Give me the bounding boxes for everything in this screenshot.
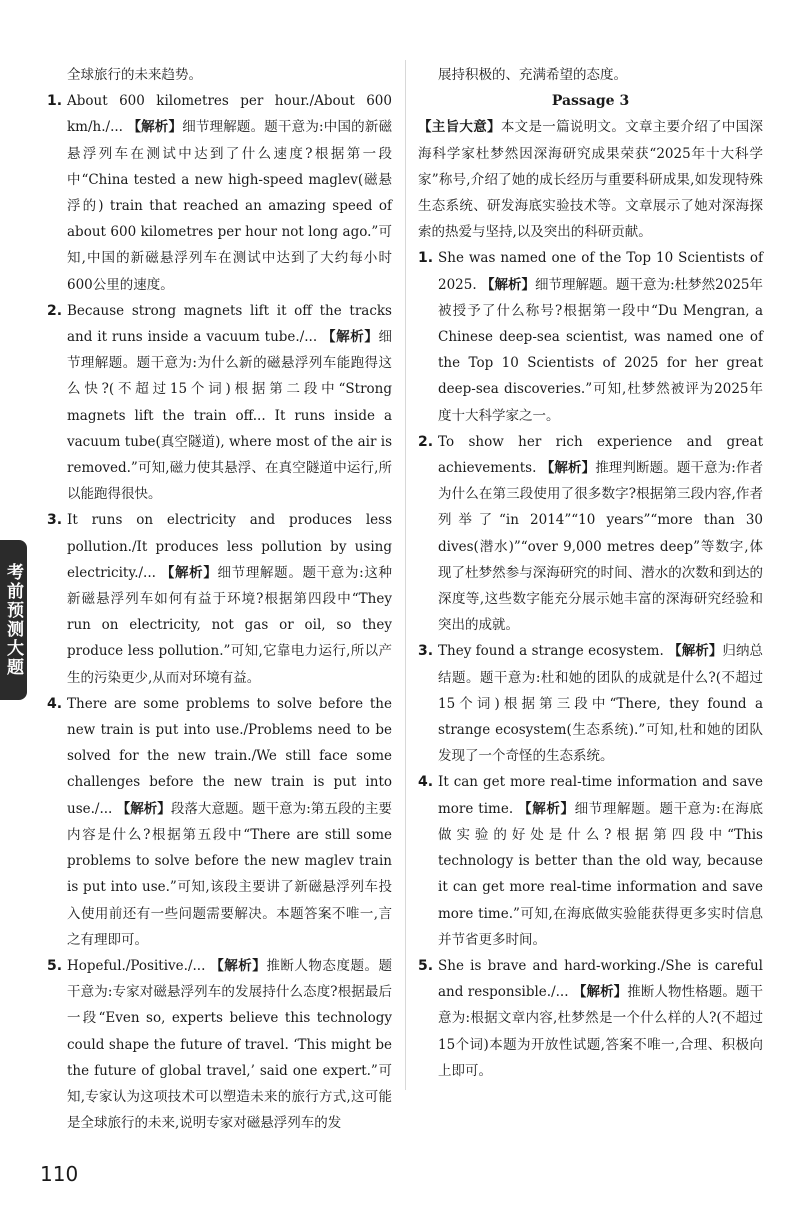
analysis-tag: 【解析】 [518, 800, 575, 817]
item-number: 1. [47, 93, 63, 110]
answer-text: To show her rich experience and great achievements. [438, 433, 763, 477]
side-tab-label: 考前预测大题 [3, 563, 23, 677]
analysis-tag: 【解析】 [572, 984, 628, 1001]
analysis-tag: 【解析】 [160, 564, 218, 581]
main-idea-tag: 【主旨大意】 [418, 119, 501, 136]
item-number: 2. [418, 433, 434, 450]
answer-text: She is brave and hard-working./She is careful and responsible./... [438, 957, 763, 1001]
page-number: 110 [40, 1162, 79, 1186]
analysis-tag: 【解析】 [322, 329, 379, 346]
analysis-text: 细节理解题。题干意为:杜梦然2025年被授予了什么称号?根据第一段中“Du Mengran, a Chinese deep-sea scientist, was named one of the Top 10 Scientists of 2025 for her great deep-sea discoveries.”可知,杜梦然被评为2025年度十大科学家之一。 [438, 276, 764, 424]
answer-text: About 600 kilometres per hour./About 600 km/h./... [67, 93, 392, 136]
item-number: 5. [418, 957, 434, 974]
analysis-text: 细节理解题。题干意为:中国的新磁悬浮列车在测试中达到了什么速度?根据第一段中“China tested a new high-speed maglev(磁悬浮的) train that reached an amazing speed of about 600 kilometres per hour not long ago.”可知,中国的新磁悬浮列车在测试中达到了大约每小时600公里的速度。 [67, 119, 393, 293]
analysis-text: 推断人物性格题。题干意为:根据文章内容,杜梦然是一个什么样的人?(不超过15个词)本题为开放性试题,答案不唯一,合理、积极向上即可。 [438, 984, 764, 1079]
analysis-tag: 【解析】 [668, 643, 723, 660]
analysis-text: 段落大意题。题干意为:第五段的主要内容是什么?根据第五段中“There are still some problems to solve before the new maglev train is put into use.”可知,该段主要讲了新磁悬浮列车投入使用前还有一些问题需要解决。本题答案不唯一,言之有理即可。 [67, 800, 392, 948]
item-number: 5. [47, 957, 63, 974]
continued-text: 全球旅行的未来趋势。 [67, 67, 202, 83]
analysis-text: 细节理解题。题干意为:在海底做实验的好处是什么?根据第四段中“This technology is better than the old way, because it can get more real-time information and save more time.”可知,在海底做实验能获得更多实时信息并节省更多时间。 [438, 800, 763, 948]
left-column [47, 62, 392, 1136]
answer-item-3 [418, 638, 763, 769]
continued-text: 展持积极的、充满希望的态度。 [438, 67, 627, 83]
answer-text: It can get more real-time information and save more time. [438, 774, 763, 817]
answer-text: Because strong magnets lift it off the tracks and it runs inside a vacuum tube./... [67, 302, 392, 346]
analysis-text: 推断人物态度题。题干意为:专家对磁悬浮列车的发展持什么态度?根据最后一段“Even so, experts believe this technology could shape the future of travel. ‘This might be the future of global travel,’ said one expert.”可知,专家认为这项技术可以塑造未来的旅行方式,这可能是全球旅行的未来,说明专家对磁悬浮列车的发 [67, 957, 393, 1132]
item-number: 4. [418, 774, 434, 791]
answer-text: She was named one of the Top 10 Scientists of 2025. [438, 250, 763, 293]
answer-item-1 [418, 245, 763, 428]
item-number: 2. [47, 302, 63, 319]
analysis-tag: 【解析】 [127, 119, 183, 136]
analysis-tag: 【解析】 [480, 276, 535, 293]
answer-text: There are some problems to solve before the new train is put into use./Problems need to be solved for the new train./We still face some challenges before the new train is put into use./... [67, 695, 392, 817]
item-number: 1. [418, 250, 434, 267]
analysis-text: 归纳总结题。题干意为:杜和她的团队的成就是什么?(不超过15个词)根据第三段中“There, they found a strange ecosystem(生态系统).”可知,杜和她的团队发现了一个奇怪的生态系统。 [438, 643, 764, 765]
item-number: 3. [47, 512, 63, 529]
answer-item-3 [47, 507, 392, 690]
analysis-text: 细节理解题。题干意为:这种新磁悬浮列车如何有益于环境?根据第四段中“They run on electricity, not gas or oil, so they produce less pollution.”可知,它靠电力运行,所以产生的污染更少,从而对环境有益。 [67, 564, 392, 686]
analysis-tag: 【解析】 [210, 957, 267, 974]
column-divider [405, 60, 406, 1090]
analysis-tag: 【解析】 [540, 460, 596, 477]
analysis-tag: 【解析】 [116, 800, 171, 817]
analysis-text: 推理判断题。题干意为:作者为什么在第三段使用了很多数字?根据第三段内容,作者列举了“in 2014”“10 years”“more than 30 dives(潜水)”“over 9,000 metres deep”等数字,体现了杜梦然参与深海研究的时间、潜水的次数和到达的深度等,这些数字能充分展示她丰富的深海研究经验和突出的成就。 [438, 460, 763, 634]
answer-text: They found a strange ecosystem. [438, 643, 664, 660]
answer-item-5 [47, 953, 392, 1136]
answer-item-2 [418, 429, 763, 639]
item-number: 3. [418, 643, 434, 660]
answer-text: Hopeful./Positive./... [67, 957, 206, 974]
analysis-text: 细节理解题。题干意为:为什么新的磁悬浮列车能跑得这么快?(不超过15个词)根据第二段中“Strong magnets lift the train off... It runs inside a vacuum tube(真空隧道), where most of the air is removed.”可知,磁力使其悬浮、在真空隧道中运行,所以能跑得很快。 [67, 329, 392, 503]
answer-item-2 [47, 298, 392, 508]
item-number: 4. [47, 695, 63, 712]
right-column [418, 62, 763, 1084]
answer-text: It runs on electricity and produces less pollution./It produces less pollution by using electricity./... [67, 512, 392, 581]
answer-item-4 [418, 769, 763, 952]
main-idea [418, 114, 763, 245]
answer-item-4 [47, 691, 392, 953]
answer-item-1 [47, 88, 392, 298]
main-idea-text: 本文是一篇说明文。文章主要介绍了中国深海科学家杜梦然因深海研究成果荣获“2025年十大科学家”称号,介绍了她的成长经历与重要科研成果,如发现特殊生态系统、研发海底实验技术等。文章展示了她对深海探索的热爱与坚持,以及突出的科研贡献。 [418, 119, 763, 241]
passage-title: Passage 3 [551, 93, 630, 110]
section-side-tab [0, 540, 27, 700]
answer-item-5 [418, 953, 763, 1084]
